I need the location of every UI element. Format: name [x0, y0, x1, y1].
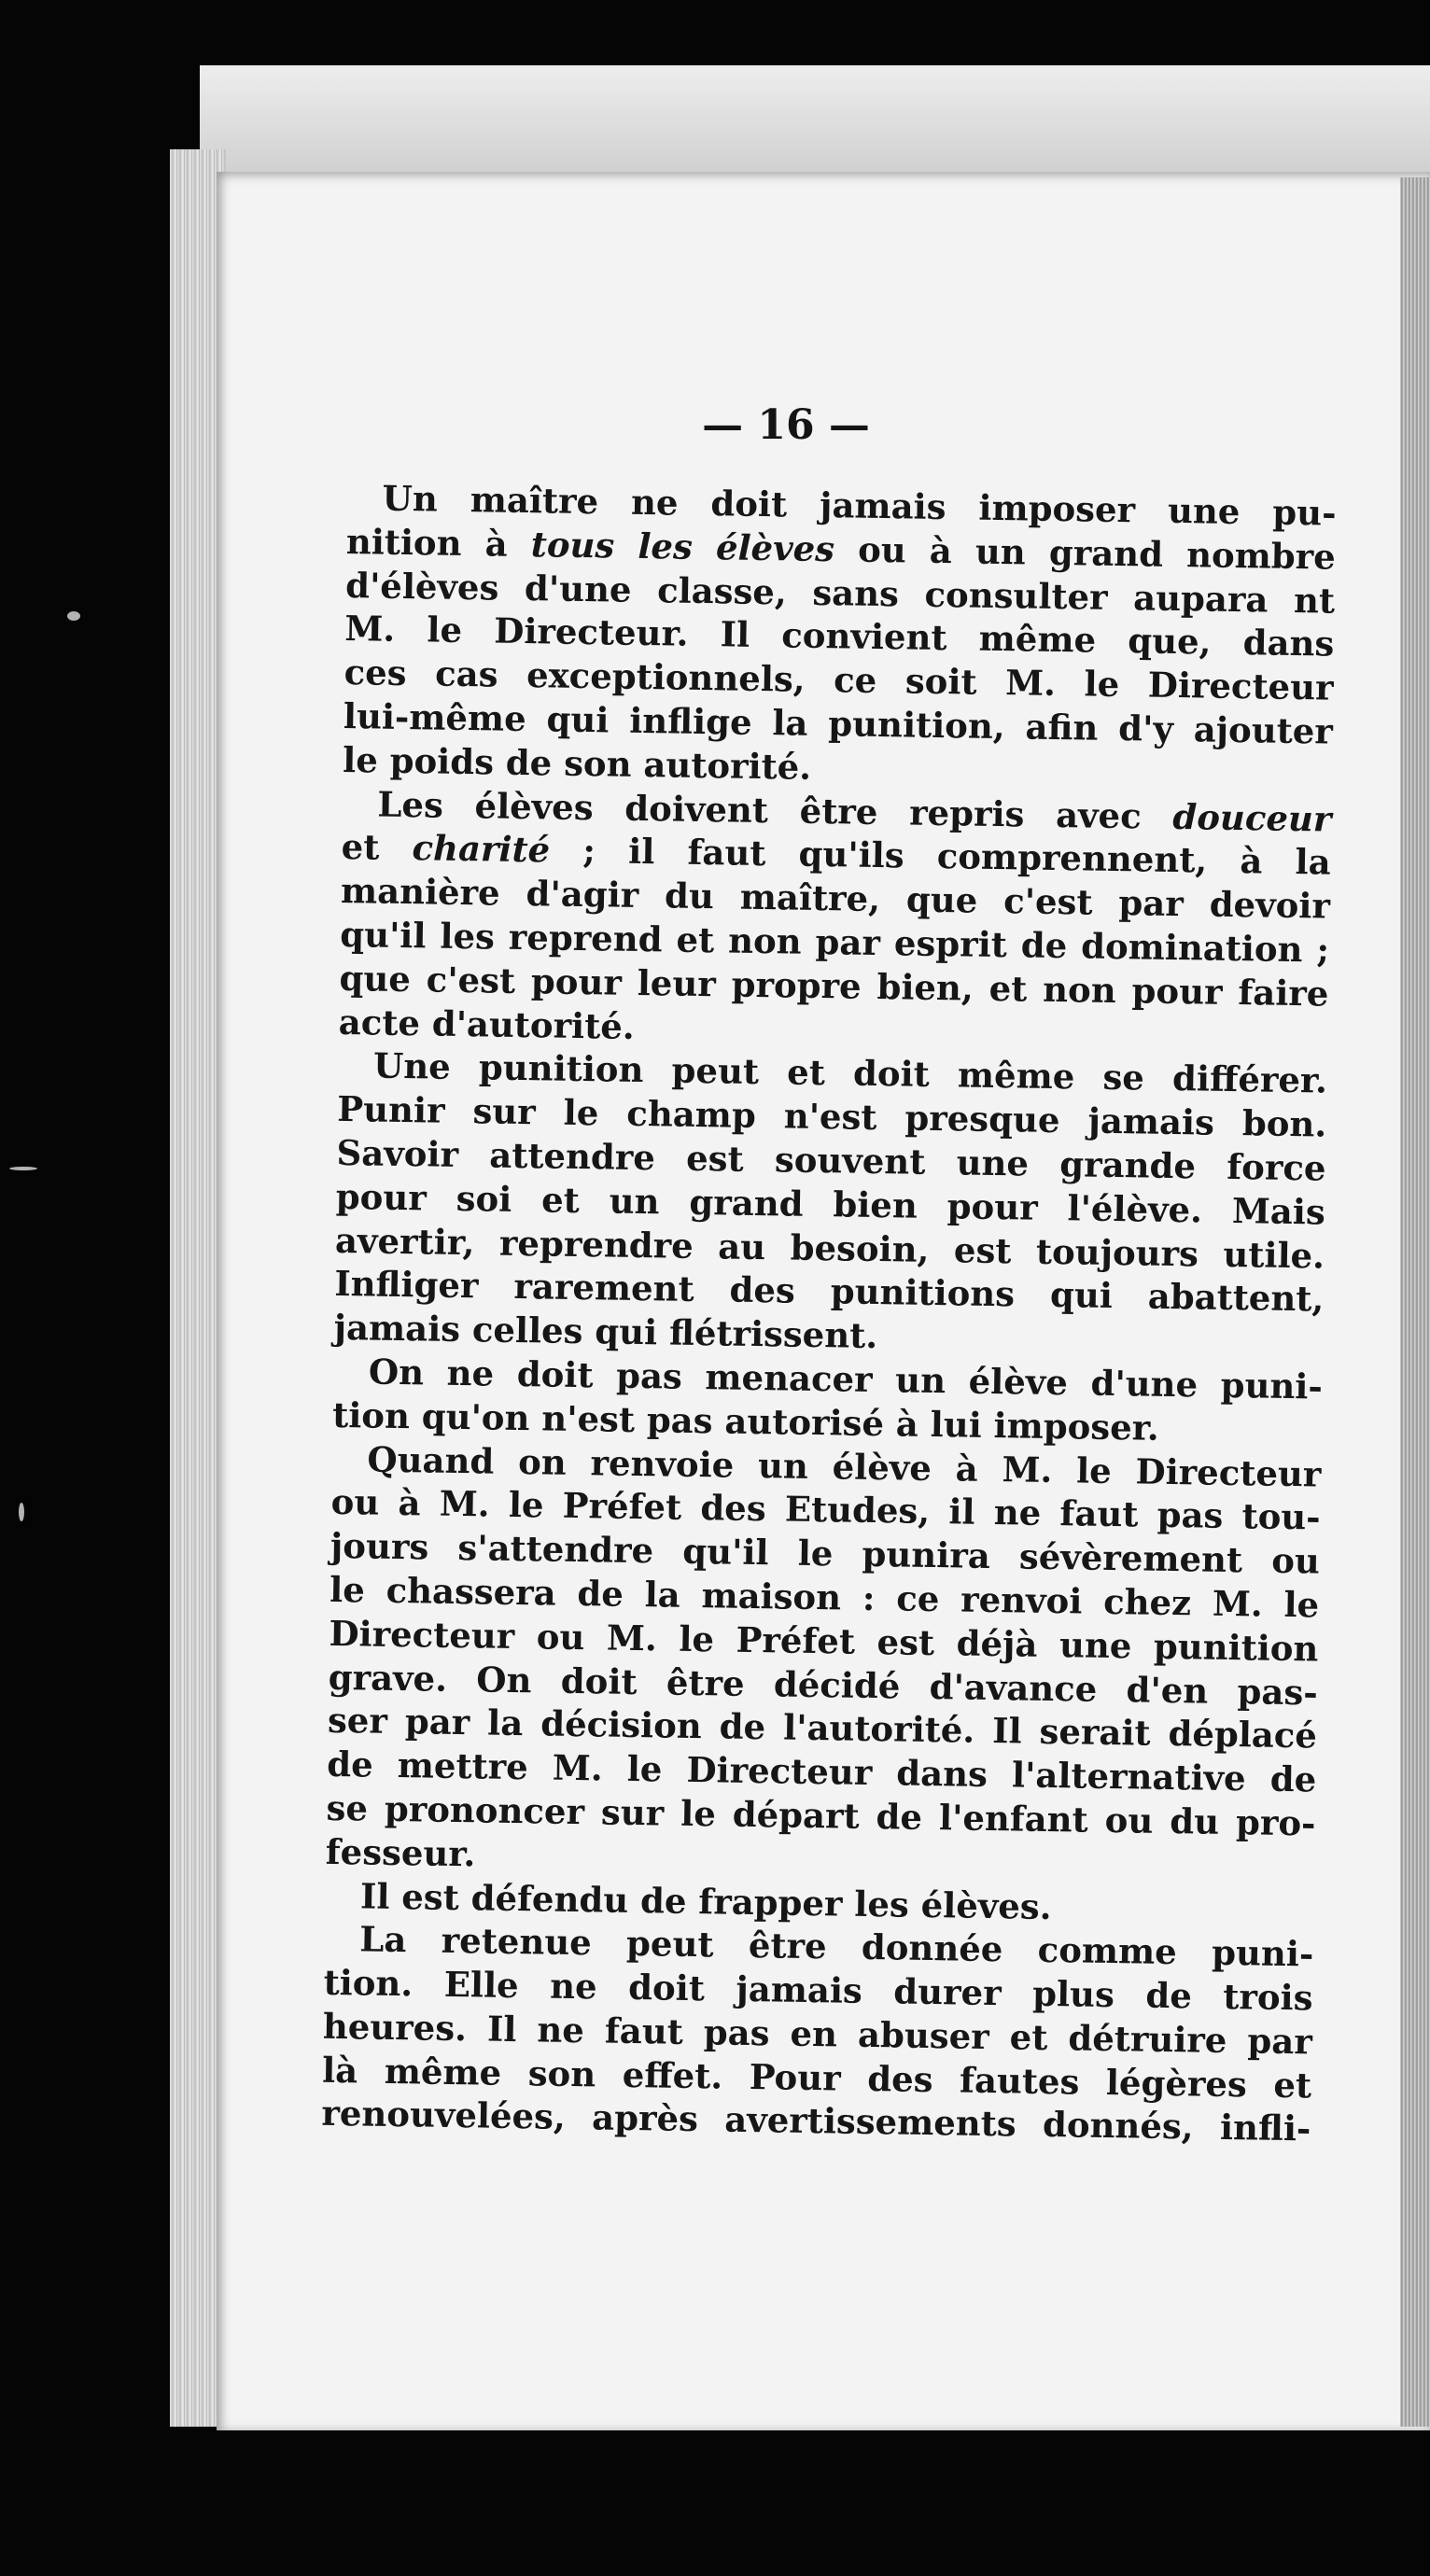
text-run: là même son effet. Pour des fautes légères et — [321, 2049, 1312, 2107]
text-run: manière d'agir du maître, que c'est par devoir — [340, 870, 1331, 927]
text-run: que c'est pour leur propre bien, et non pour faire — [339, 957, 1329, 1015]
text-run: ser par la décision de l'autorité. Il serait déplacé — [327, 1700, 1318, 1757]
text-run: Savoir attendre est souvent une grande force — [336, 1131, 1326, 1189]
text-run: Punir sur le champ n'est presque jamais bon. — [337, 1088, 1327, 1145]
text-run: Directeur ou M. le Préfet est déjà une punition — [329, 1612, 1319, 1670]
text-run: Une punition peut et doit même se différer. — [372, 1044, 1328, 1101]
text-run: pour soi et un grand bien pour l'élève. Mais — [335, 1175, 1326, 1233]
text-run: grave. On doit être décidé d'avance d'en pas- — [328, 1656, 1319, 1714]
text-run: renouvelées, après avertissements donnés, infli- — [321, 2093, 1311, 2149]
page-number-text: — 16 — — [702, 401, 870, 449]
scan-speck — [67, 611, 80, 621]
text-run: Un maître ne doit jamais imposer une pu- — [382, 477, 1337, 534]
body-text — [321, 476, 1337, 2151]
text-run: ou à un grand nombre — [834, 528, 1337, 578]
page-number — [0, 401, 1430, 449]
text-run: qu'il les reprend et non par esprit de domination ; — [339, 913, 1330, 971]
text-run: le chassera de la maison : ce renvoi chez M. le — [329, 1568, 1320, 1626]
text-run: La retenue peut être donnée comme puni- — [359, 1918, 1314, 1975]
text-run: se prononcer sur le départ de l'enfant ou du pro- — [326, 1786, 1316, 1844]
text-run: d'élèves d'une classe, sans consulter aupara nt — [344, 564, 1336, 622]
text-run: M. le Directeur. Il convient même que, dans — [344, 608, 1335, 665]
scan-speck — [19, 1503, 24, 1521]
text-run: lui-même qui inflige la punition, afin d'y ajouter — [343, 694, 1334, 752]
text-run: ces cas exceptionnels, ce soit M. le Directeur — [343, 651, 1334, 708]
text-run: tion. Elle ne doit jamais durer plus de trois — [323, 1961, 1313, 2019]
text-run: jamais celles qui flétrissent. — [333, 1307, 878, 1357]
text-run: fesseur. — [325, 1830, 476, 1875]
text-run: Infliger rarement des punitions qui abattent, — [334, 1263, 1325, 1320]
text-run: ; il faut qu'ils comprennent, à la — [549, 829, 1331, 883]
text-run: acte d'autorité. — [338, 1001, 636, 1047]
page-stack-right-edge — [1400, 177, 1430, 2427]
text-run: Il est défendu de frapper les élèves. — [359, 1874, 1052, 1927]
text-run: nition à — [345, 520, 532, 565]
italic-text-run: charité — [412, 827, 551, 871]
page-stack-top-edge — [200, 65, 1430, 177]
text-run: avertir, reprendre au besoin, est toujours utile. — [334, 1219, 1325, 1277]
text-run: Les élèves doivent être repris avec — [377, 783, 1173, 837]
text-run: On ne doit pas menacer un élève d'une puni- — [368, 1351, 1324, 1407]
italic-text-run: tous les élèves — [530, 523, 835, 570]
text-run: tion qu'on n'est pas autorisé à lui imposer. — [331, 1393, 1160, 1449]
text-run: heures. Il ne faut pas en abuser et détruire par — [322, 2005, 1313, 2063]
text-run: de mettre M. le Directeur dans l'alternative de — [326, 1743, 1317, 1800]
italic-text-run: douceur — [1172, 795, 1332, 840]
scan-speck — [9, 1167, 37, 1170]
text-run: ou à M. le Préfet des Etudes, il ne faut pas tou- — [330, 1481, 1321, 1538]
text-run: Quand on renvoie un élève à M. le Directeur — [367, 1438, 1322, 1495]
text-run: et — [341, 826, 413, 869]
text-run: jours s'attendre qu'il le punira sévèrement ou — [329, 1524, 1321, 1582]
text-run: le poids de son autorité. — [342, 738, 812, 788]
